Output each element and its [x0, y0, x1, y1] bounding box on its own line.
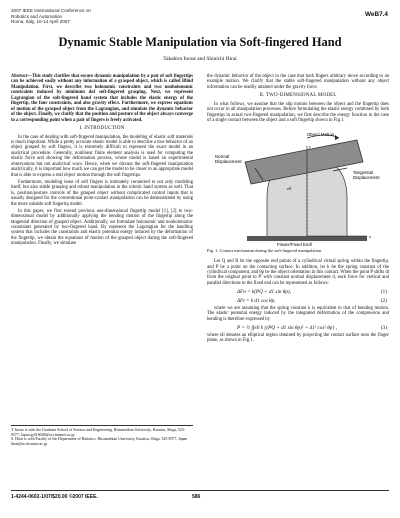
equation-2-number: (2) [380, 297, 387, 304]
label-finger: Finger(Fixed End) [277, 241, 313, 246]
page-number: 586 [192, 494, 201, 500]
paper-title: Dynamic Stable Manipulation via Soft-fingered Hand [58, 35, 342, 49]
isbn-copyright: 1-4244-0602-1/07/$20.00 ©2007 IEEE. [11, 494, 98, 500]
label-tangential-displacement: Displacement [353, 174, 380, 180]
abstract [11, 74, 193, 123]
intro-paragraph-1: In the case of dealing with soft-fingered manipulation, the modeling of elastic soft materials is much important. While a pretty accurate elastic model is able to describe a true behavior of an object grasped by soft fingers, it is extremely difficult to represent the exact model in an analytical procedure. Generally, nonlinear finite element analysis is used for computing the elastic force and showing the deformation process, whose model is based on experimental observations but not analytical ways. Hence, when we discuss the soft-fingered manipulation analytically, it is important how much we can get the model to be closer to an appropriate model that is able to express a real object motion through the soft fingertips. [11, 134, 193, 178]
label-normal: Normal [215, 153, 230, 159]
abstract-lead: Abstract [11, 74, 28, 79]
section-heading-introduction: I. INTRODUCTION [79, 126, 125, 132]
conference-location: Roma, Italy, 10-14 April 2007 [11, 19, 70, 25]
conference-name: 2007 IEEE International Conference on [11, 8, 91, 13]
equation-2-body: ΔFt = k d1 cos θp, [237, 297, 276, 304]
right-column [207, 74, 389, 345]
model-paragraph-4: where ell denotes an elliptical region obtained by projecting the contact surface onto the finger plane, as shown in Fig.1. [207, 332, 389, 344]
equation-1 [207, 288, 389, 297]
footnote-author-2: S. Hirai is with Faculty of the Department of Robotics, Ritsumeikan University, Kusatsu, Shiga, 525-8577, Japan hirai@se.ritsumei.ac.jp [11, 437, 188, 446]
finger-fixed-end [247, 236, 367, 241]
footnotes [11, 425, 193, 446]
intro-paragraph-3: In this paper, we first extend previous one-dimensional fingertip model [1], [2] to two-dimensional model by additionally applying the bending motion of the fingertip along the tangential direction of grasped object. Additionally, we formulate holonomic and nonholonomic constraints generated by two-fingered hand. By represent the Lagrangian for the handling system that includes the constraints and elastic potential energy induced by the deformation of the fingertip, we obtain the equations of motion of the grasped object during the soft-fingered manipulation. Finally, we simulate [11, 208, 193, 247]
paper-authors: Takahiro Inoue and Shinichi Hirai [163, 56, 237, 62]
label-object-motion: Object Motion [307, 131, 335, 137]
conference-subtitle: Robotics and Automation [11, 13, 63, 19]
equation-2 [207, 297, 389, 306]
model-paragraph-3: where we are assuming that the spring constant k is equivalent to that of bending motion. The elastic potential energy induced by the integrated deformation of the compression and bending is therefore expressed by [207, 305, 389, 322]
equation-3-body: P = ½ ∫∫ell k {(PQ + d1 sin θp)² + d1² cos² θp} , [237, 324, 338, 331]
session-code: WeB7.4 [365, 11, 388, 18]
label-ell: ell [287, 185, 292, 191]
footnote-author-1: T. Inoue is with the Graduate School of Science and Engineering, Ritsumeikan University, Kusatsu, Shiga, 525-8577, Japan gr016028@se.ritsumei.ac.jp [11, 428, 186, 437]
label-normal-displacement: Displacement [215, 158, 242, 164]
label-y-axis: y [309, 143, 312, 149]
footer-rule [11, 490, 389, 491]
right-paragraph-1: the dynamic behavior of the object in the case that both fingers arbitrary move according to an example motion. We clarify that the stable soft-fingered manipulation without any object information can be readily attained under the gravity force. [207, 74, 389, 90]
equation-1-body: ΔFn = k(PQ + d1 sin θp), [237, 288, 291, 295]
model-paragraph-2: Let Q and R be the opposite end points of a cylindrical virtual spring within the fingertip, and P be a point on the contacting surface. In addition, let k be the spring constant of the cylindrical component, and θp be the object orientation in this contact. When the point P shifts dt from the original point to P' with constant normal displacement d, each force for vertical and parallel directions to the fixed end can be represented as follows: [207, 259, 389, 286]
intro-paragraph-2: Furthermore, modeling issue of soft fingers is intimately connected to not only modeling itself, but also stable grasping and robust manipulation in the robotic hand system as well. That is, position/posture controls of the grasped object without complicated control inputs that is usually designed for the conventional point-contact manipulation can be demonstrated by using the more suitable soft fingertip model. [11, 179, 193, 207]
abstract-text: —This study clarifies that secure dynamic manipulation by a pair of soft fingertips can be achieved easily without any information of a grasped object, which is called Blind Manipulation. First, we describe two holonomic constraints and two nonholonomic constraints induced by minimum dof soft-fingered grasping. Next, we represent Lagrangian of the soft-fingered hand system that includes the elastic energy of the fingertip, the four constraints, and also gravity effect. Furthermore, we express equations of motion of the grasped object from the Lagrangian, and simulate the dynamic behavior of the object. Finally, we clarify that the position and posture of the object always converge to a corresponding point when a pair of fingers is freely activated. [11, 74, 193, 123]
figure-1 [207, 128, 389, 246]
model-paragraph-1: In what follows, we assume that the slip motion between the object and the fingertip does not occur in all manipulation processes. Before formulating the elastic energy combined by both fingertips in actual two-fingered manipulation, we first describe the energy function in the case of a single contact between the object and a soft fingertip shown in Fig.1. [207, 101, 389, 124]
label-tangential: Tangential [353, 169, 374, 175]
figure-1-caption: Fig. 1. Contact mechanism during the soft-fingered manipulation [207, 247, 322, 253]
section-heading-model: II. TWO-DIMENSIONAL MODEL [259, 93, 337, 99]
conference-header [11, 8, 91, 25]
equation-3-number: (3) [380, 324, 387, 331]
left-column [11, 74, 193, 248]
contact-mechanism-diagram [207, 128, 389, 246]
label-x-axis: x [369, 233, 372, 239]
equation-3 [207, 324, 389, 333]
equation-1-number: (1) [380, 288, 387, 295]
